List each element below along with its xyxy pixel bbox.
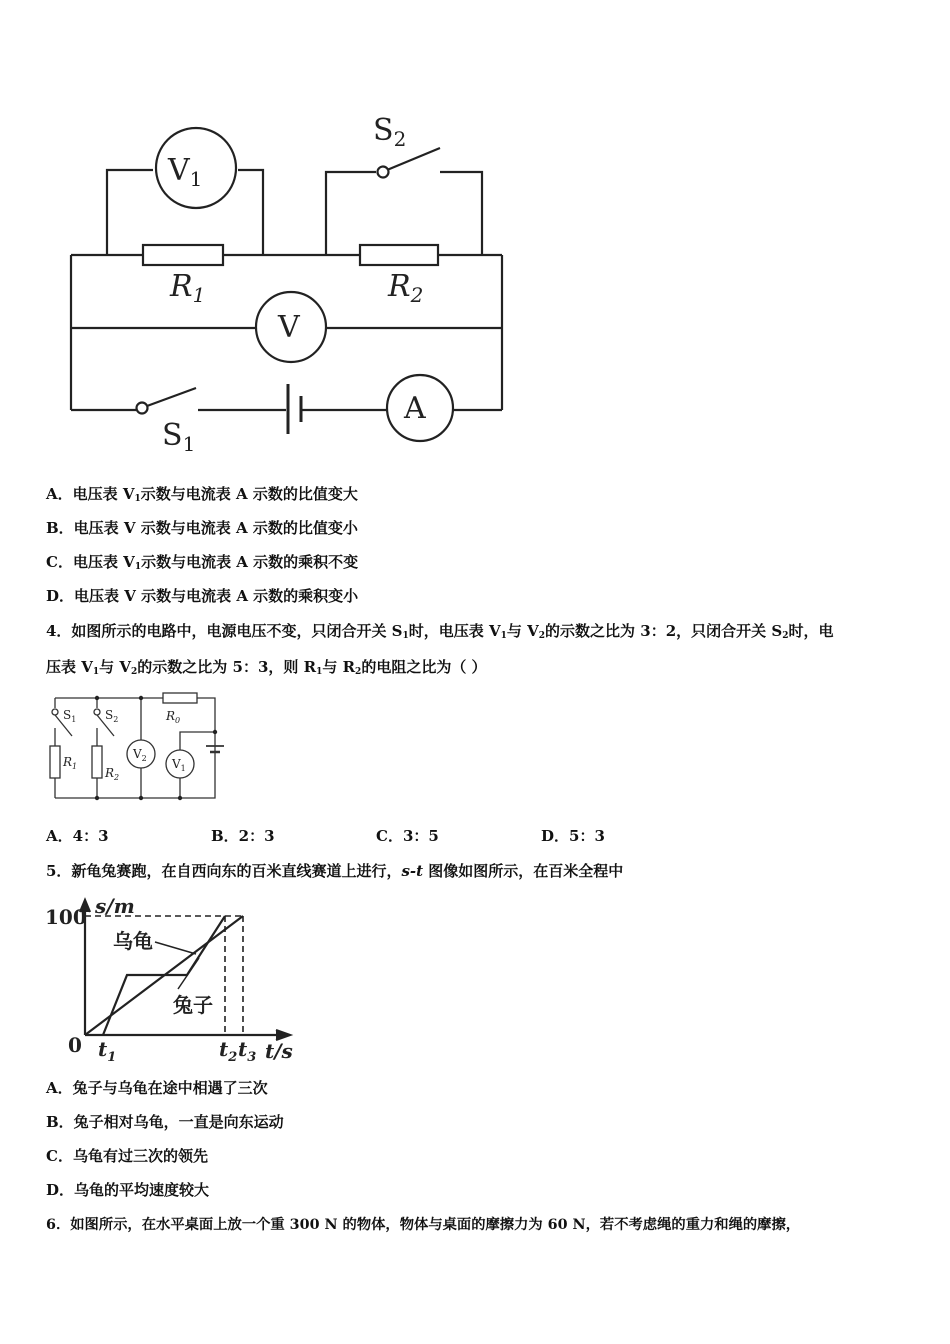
- circuit-diagram-2: [0, 690, 260, 805]
- q4-v2-label: $V_2$: [133, 747, 147, 763]
- q3-option-c: C．电压表 $V_1$示数与电流表 A 示数的乘积不变: [46, 553, 359, 572]
- q4-s1-label: $S_1$: [63, 708, 77, 724]
- graph-tortoise-label: 乌龟: [113, 929, 153, 953]
- q3-option-a: A．电压表 $V_1$示数与电流表 A 示数的比值变大: [46, 485, 358, 504]
- q4-option-c: C．3：5: [376, 827, 439, 845]
- circuit-diagram-1: [0, 0, 950, 470]
- graph-t1: $t_1$: [98, 1037, 117, 1065]
- s1-switch-label: $S_1$: [162, 418, 196, 456]
- graph-xlabel: t/s: [265, 1039, 293, 1063]
- s2-switch-label: $S_2$: [373, 113, 407, 151]
- q4-option-a: A．4：3: [46, 827, 109, 845]
- q3-option-b: B．电压表 V 示数与电流表 A 示数的比值变小: [46, 519, 358, 537]
- q4-r2-label: $R_2$: [105, 766, 120, 782]
- q5-option-b: B．兔子相对乌龟，一直是向东运动: [46, 1113, 284, 1131]
- q5-option-c: C．乌龟有过三次的领先: [46, 1147, 208, 1165]
- q5-option-d: D．乌龟的平均速度较大: [46, 1181, 210, 1199]
- q4-s2-label: $S_2$: [105, 708, 119, 724]
- q4-r1-label: $R_1$: [63, 755, 78, 771]
- q4-stem-line1: 4．如图所示的电路中，电源电压不变，只闭合开关 $S_1$时，电压表 $V_1$与 $V_2$的示数之比为 3：2，只闭合开关 $S_2$时，电: [46, 622, 834, 641]
- graph-rabbit-label: 兔子: [173, 993, 213, 1017]
- q3-option-d: D．电压表 V 示数与电流表 A 示数的乘积变小: [46, 587, 359, 605]
- v1-meter-label: $V_1$: [168, 153, 203, 191]
- graph-ylabel: s/m: [95, 894, 135, 918]
- graph-origin: 0: [68, 1033, 82, 1057]
- q4-stem-line2: 压表 $V_1$与 $V_2$的示数之比为 5：3，则 $R_1$与 $R_2$的电阻之比为（ ）: [46, 658, 487, 677]
- q5-option-a: A．兔子与乌龟在途中相遇了三次: [46, 1079, 268, 1097]
- q4-r0-label: $R_0$: [166, 709, 181, 725]
- graph-t2: $t_2$: [219, 1037, 238, 1065]
- q4-option-b: B．2：3: [211, 827, 275, 845]
- q5-stem: 5．新龟兔赛跑，在自西向东的百米直线赛道上进行，s-t 图像如图所示，在百米全程中: [46, 862, 624, 880]
- q4-v1-label: $V_1$: [172, 757, 186, 773]
- q4-option-d: D．5：3: [541, 827, 605, 845]
- ammeter-label: A: [404, 391, 426, 426]
- graph-y100: 100: [45, 905, 87, 929]
- q6-stem: 6．如图所示，在水平桌面上放一个重 300 N 的物体，物体与桌面的摩擦力为 60 N，若不考虑绳的重力和绳的摩擦，: [46, 1217, 801, 1233]
- st-graph: [0, 890, 320, 1070]
- v-meter-label: V: [278, 310, 300, 345]
- graph-t3: $t_3$: [238, 1037, 257, 1065]
- r1-resistor-label: $R_1$: [170, 269, 206, 307]
- r2-resistor-label: $R_2$: [388, 269, 424, 307]
